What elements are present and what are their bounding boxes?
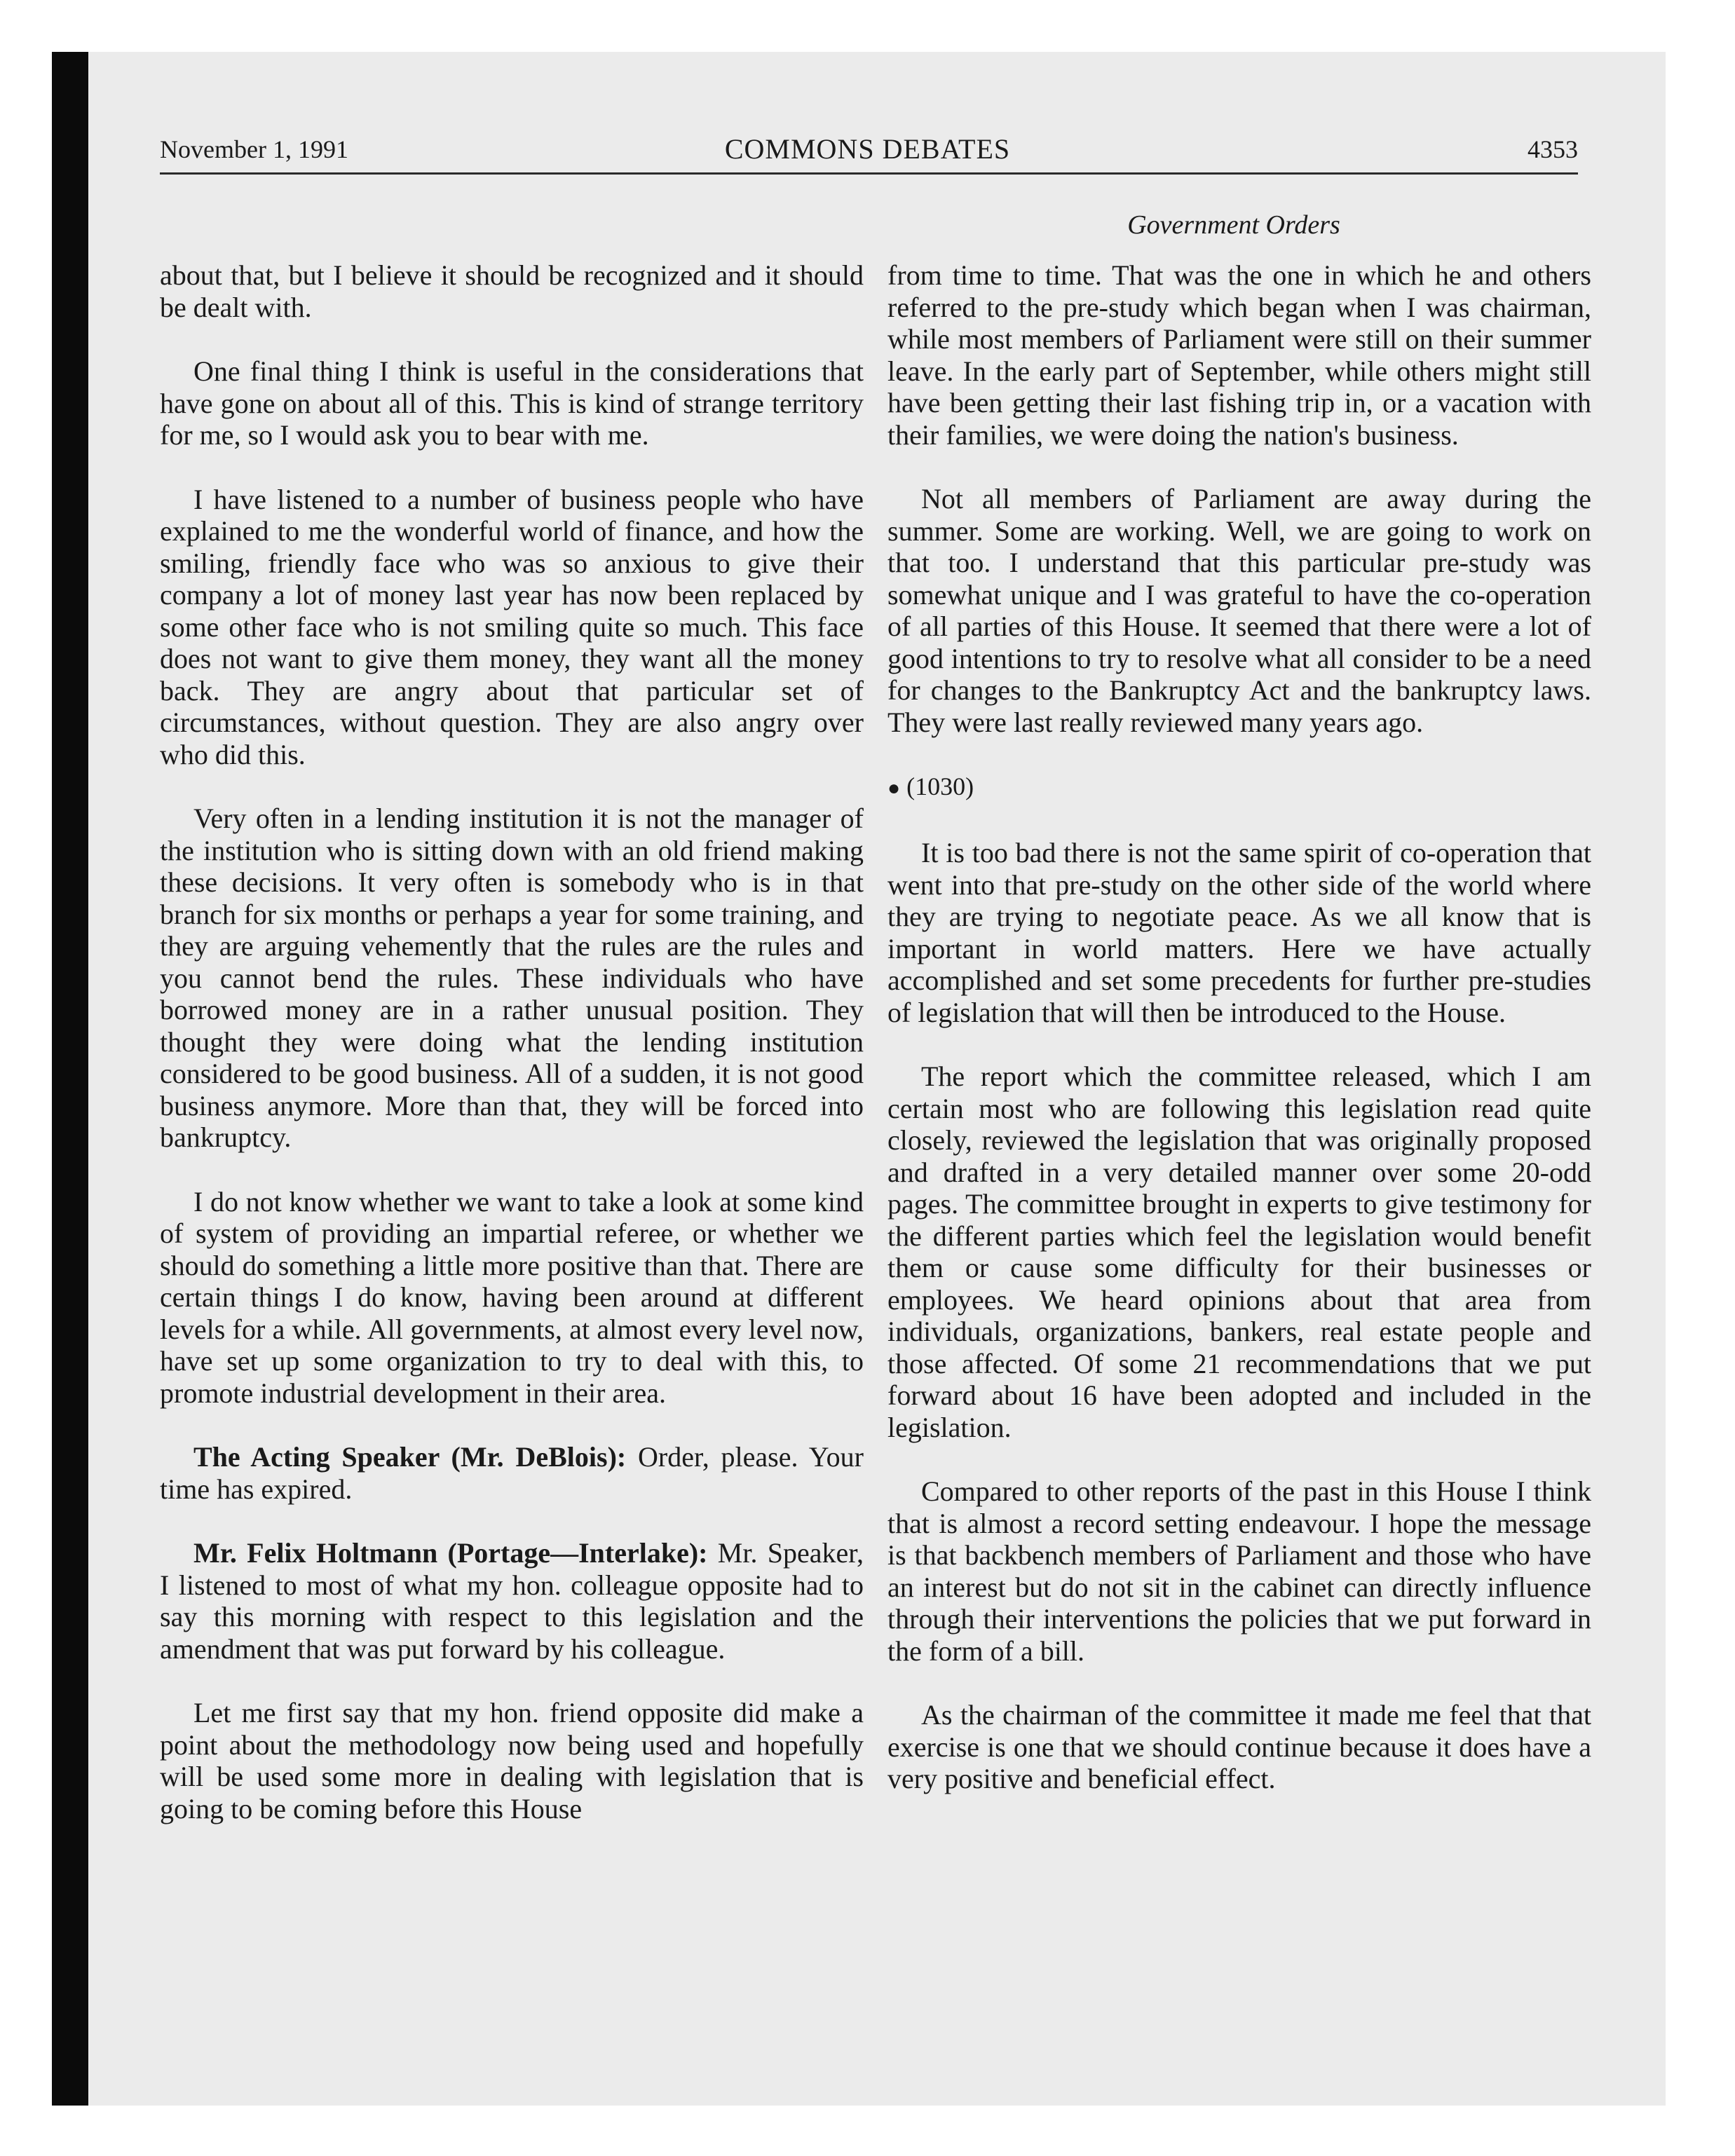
paragraph: It is too bad there is not the same spirit of co-operation that went into that pre-study on the other side of the world where they are trying to negotiate peace. As we all know that is important in world matters. Here we have actually accomplished and set some precedents for further pre-studies of legislation that will then be introduced to the House. — [887, 837, 1591, 1028]
bullet-icon: ● — [887, 777, 901, 800]
header-date: November 1, 1991 — [160, 135, 348, 163]
section-heading: Government Orders — [1127, 210, 1340, 240]
left-column — [160, 259, 864, 1857]
paragraph: Not all members of Parliament are away during the summer. Some are working. Well, we are going to work on that too. I understand that this particular pre-study was somewhat unique and I was grateful to have the co-operation of all parties of this House. It seemed that there were a lot of good intentions to try to resolve what all consider to be a need for changes to the Bankruptcy Act and the bankruptcy laws. They were last really reviewed many years ago. — [887, 483, 1591, 738]
speaker-name: Mr. Felix Holtmann (Portage—Interlake): — [193, 1537, 708, 1569]
speech-text: Order, please. Your time has expired. — [160, 1441, 864, 1505]
header-title: COMMONS DEBATES — [724, 133, 1011, 165]
header-page-number: 4353 — [1528, 135, 1578, 163]
speaker-name: The Acting Speaker (Mr. DeBlois): — [193, 1441, 627, 1473]
paragraph: As the chairman of the committee it made me feel that that exercise is one that we should continue because it does have a very positive and beneficial effect. — [887, 1699, 1591, 1794]
paragraph: Very often in a lending institution it is not the manager of the institution who is sitting down with an old friend making these decisions. It very often is somebody who is in that branch for six months or perhaps a year for some training, and they are arguing vehemently that the rules are the rules and you cannot bend the rules. These individuals who have borrowed money are in a rather unusual position. They thought they were doing what the lending institution considered to be good business. All of a sudden, it is not good business anymore. More than that, they will be forced into bankruptcy. — [160, 803, 864, 1153]
paragraph: I do not know whether we want to take a look at some kind of system of providing an impartial referee, or whether we should do something a little more positive than that. There are certain things I do know, having been around at different levels for a while. All governments, at almost every level now, have set up some organization to try to deal with this, to promote industrial development in their area. — [160, 1185, 864, 1409]
time-marker — [887, 770, 1591, 805]
scan-edge-bar — [52, 52, 88, 2106]
paragraph: One final thing I think is useful in the considerations that have gone on about all of this. This is kind of strange territory for me, so I would ask you to bear with me. — [160, 355, 864, 451]
speech-text: Mr. Speaker, I listened to most of what my hon. colleague opposite had to say this morning with respect to this legislation and the amendment that was put forward by his colleague. — [160, 1537, 864, 1665]
paragraph: The report which the committee released, which I am certain most who are following this legislation read quite closely, reviewed the legislation that was originally proposed and drafted in a very detailed manner over some 20-odd pages. The committee brought in experts to give testimony for the different parties which feel the legislation would benefit them or cause some difficulty for their businesses or employees. We heard opinions about that area from individuals, organizations, bankers, real estate people and those affected. Of some 21 recommendations that we put forward about 16 have been adopted and included in the legislation. — [887, 1060, 1591, 1443]
paragraph: I have listened to a number of business people who have explained to me the wonderful world of finance, and how the smiling, friendly face who was so anxious to give their company a lot of money last year has now been replaced by some other face who is not smiling quite so much. This face does not want to give them money, they want all the money back. They are angry about that particular set of circumstances, without question. They are also angry over who did this. — [160, 483, 864, 770]
paragraph: from time to time. That was the one in which he and others referred to the pre-study which began when I was chairman, while most members of Parliament were still on their summer leave. In the early part of September, while others might still have been getting their last fishing trip in, or a vacation with their families, we were doing the nation's business. — [887, 259, 1591, 451]
paragraph: Let me first say that my hon. friend opposite did make a point about the methodology now being used and hopefully will be used some more in dealing with legislation that is going to be coming before this House — [160, 1697, 864, 1824]
paragraph: Compared to other reports of the past in this House I think that is almost a record setting endeavour. I hope the message is that backbench members of Parliament and those who have an interest but do not sit in the cabinet can directly influence through their interventions the policies that we put forward in the form of a bill. — [887, 1475, 1591, 1667]
header-rule — [160, 172, 1578, 175]
speech-paragraph — [160, 1441, 864, 1505]
time-marker-text: (1030) — [906, 772, 974, 800]
speech-paragraph — [160, 1537, 864, 1665]
right-column — [887, 259, 1591, 1827]
paragraph: about that, but I believe it should be recognized and it should be dealt with. — [160, 259, 864, 323]
